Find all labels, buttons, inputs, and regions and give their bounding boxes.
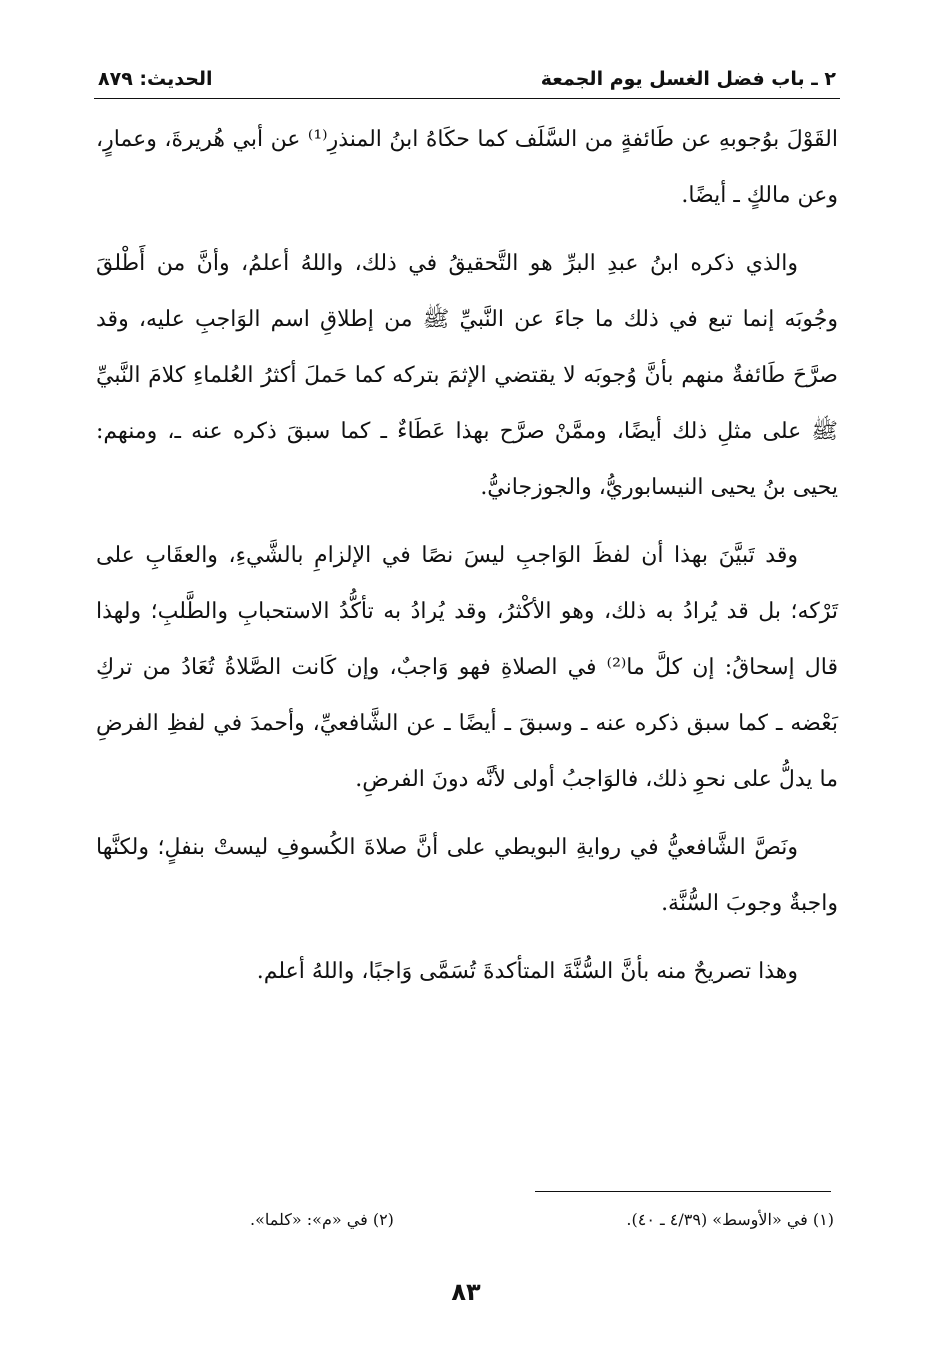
footnote-divider (535, 1191, 831, 1192)
chapter-title: ٢ ـ باب فضل الغسل يوم الجمعة (540, 68, 836, 90)
hadith-reference: الحديث: ٨٧٩ (98, 68, 213, 90)
paragraph-2: والذي ذكره ابنُ عبدِ البرِّ هو التَّحقيقُ في ذلك، واللهُ أعلمُ، وأنَّ من أَطْلقَ وجُوبَه إنما تبع في ذلك ما جاءَ عن النَّبيِّ ﷺ من إطلاقِ اسم الوَاجبِ عليه، وقد صرَّحَ طَائفةٌ منهم بأنَّ وُجوبَه لا يقتضي الإثمَ بتركه كما حَملَ أكثرُ العُلماءِ كلامَ النَّبيِّ ﷺ على مثلِ ذلك أيضًا، وممَّنْ صرَّح بهذا عَطَاءٌ ـ كما سبقَ ذكره عنه ـ، ومنهم: يحيى بنُ يحيى النيسابوريُّ، والجوزجانيُّ. (96, 251, 838, 500)
header-divider (94, 98, 840, 99)
paragraph-1: القَوْلَ بوُجوبهِ عن طَائفةٍ من السَّلَف كما حكَاهُ ابنُ المنذرِ⁽¹⁾ عن أبي هُريرةَ، وعمارٍ، وعن مالكٍ ـ أيضًا. (96, 127, 838, 208)
paragraph-3: وقد تَبيَّنَ بهذا أن لفظَ الوَاجبِ ليسَ نصًا في الإلزامِ بالشَّيءِ، والعقَابِ على تَرْكه؛ بل قد يُرادُ به ذلك، وهو الأكْثرُ، وقد يُرادُ به تأكُّدُ الاستحبابِ والطَّلبِ؛ ولهذا قال إسحاقُ: إن كلَّ ما⁽²⁾ في الصلاةِ فهو وَاجبٌ، وإن كَانت الصَّلاةُ تُعَادُ من تركِ بَعْضه ـ كما سبق ذكره عنه ـ وسبقَ ـ أيضًا ـ عن الشَّافعيِّ، وأحمدَ في لفظِ الفرضِ ما يدلُّ على نحوِ ذلك، فالوَاجبُ أولى لأنَّه دونَ الفرضِ. (96, 543, 838, 792)
footnotes (250, 1210, 834, 1240)
footnote-2: (٢) في «م»: «كلما». (250, 1210, 394, 1229)
paragraph-4: ونَصَّ الشَّافعيُّ في روايةِ البويطي على أنَّ صلاةَ الكُسوفِ ليستْ بنفلٍ؛ ولكنَّها واجبةٌ وجوبَ السُّنَّة. (96, 835, 838, 916)
page-number: ٨٣ (451, 1278, 481, 1306)
running-header (94, 62, 840, 98)
main-text (96, 112, 838, 1000)
paragraph-5: وهذا تصريحٌ منه بأنَّ السُّنَّةَ المتأكدةَ تُسَمَّى وَاجبًا، واللهُ أعلم. (256, 959, 798, 984)
footnote-1: (١) في «الأوسط» (٤/٣٩ ـ ٤٠). (626, 1210, 834, 1229)
